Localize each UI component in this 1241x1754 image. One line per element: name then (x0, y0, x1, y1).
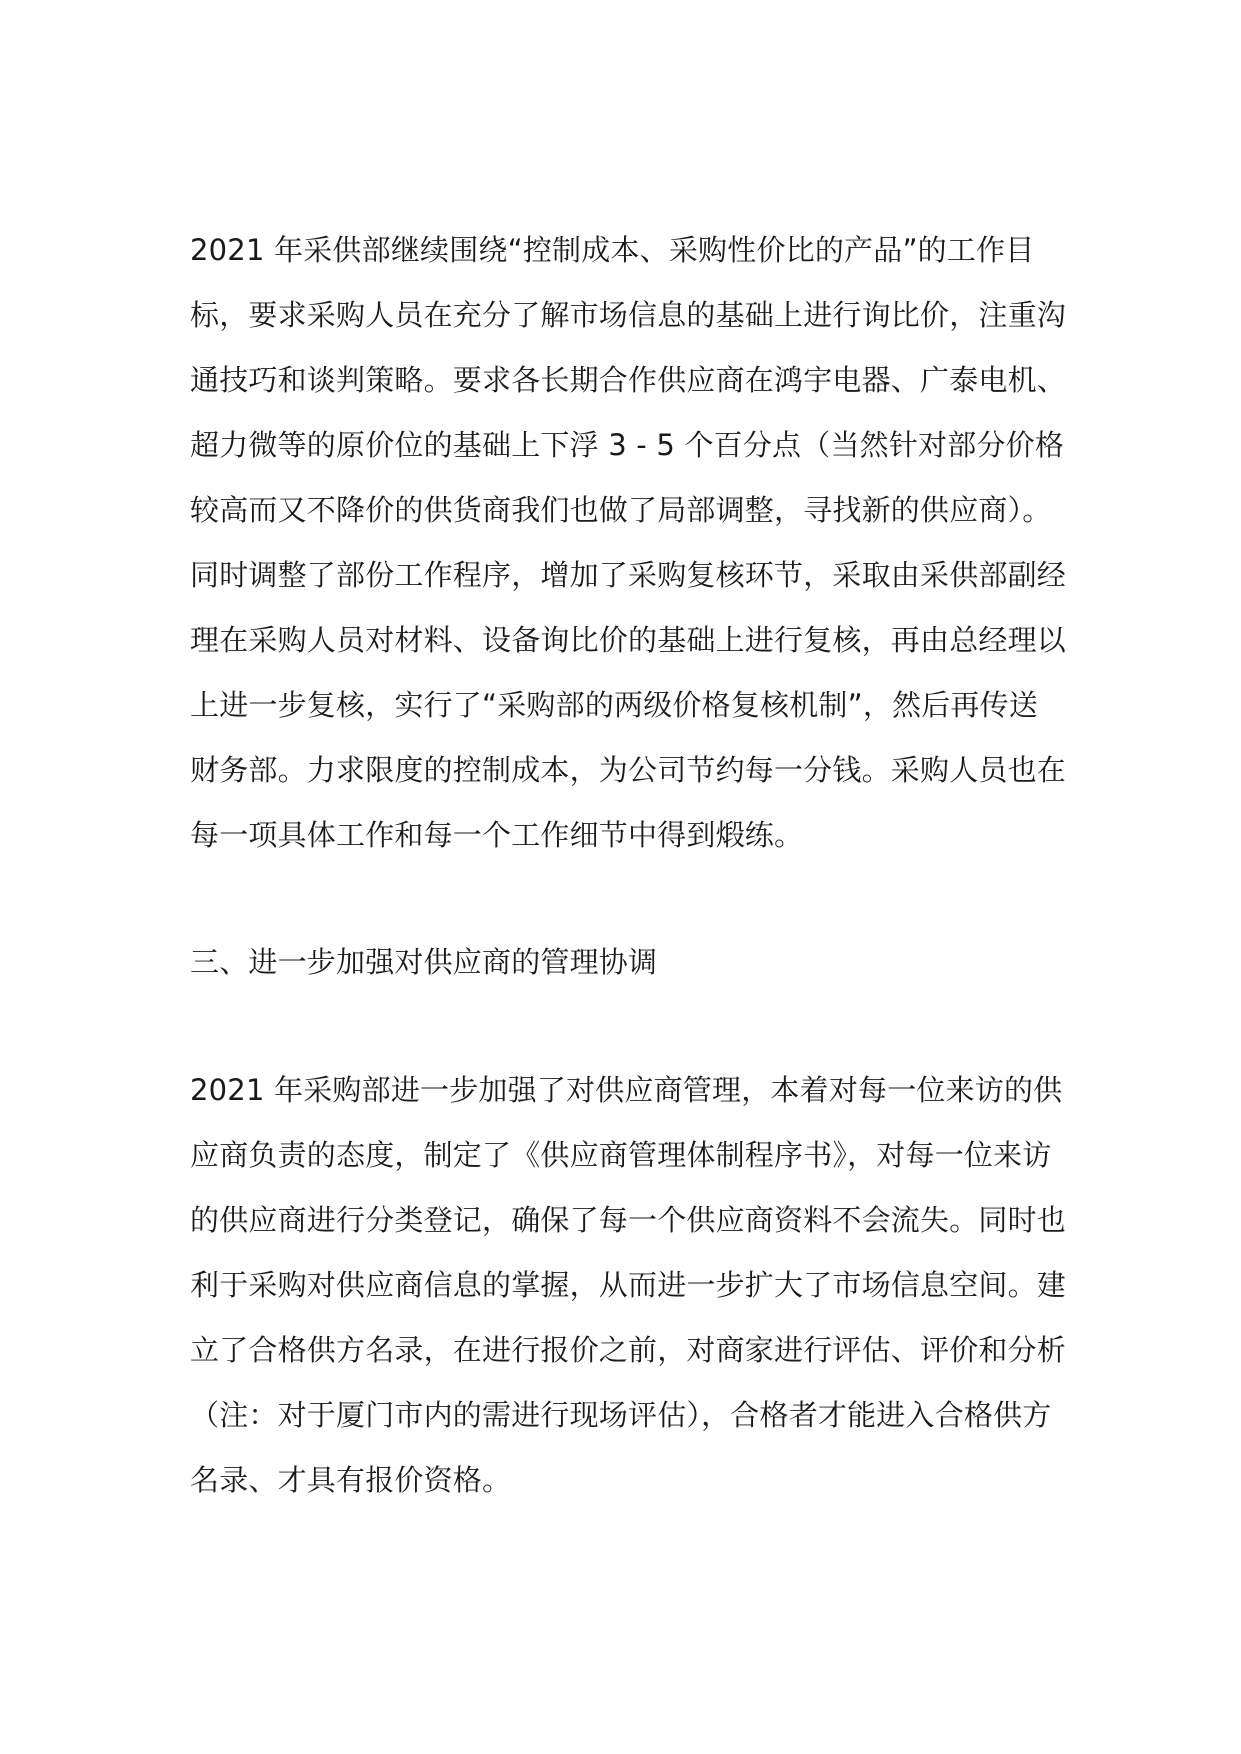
paragraph-line: 较高而又不降价的供货商我们也做了局部调整，寻找新的供应商）。 (190, 493, 1052, 527)
section-heading-text: 三、进一步加强对供应商的管理协调 (190, 945, 658, 979)
paragraph-line: （注：对于厦门市内的需进行现场评估），合格者才能进入合格供方 (190, 1398, 1052, 1432)
paragraph-line: 应商负责的态度，制定了《供应商管理体制程序书》，对每一位来访 (190, 1138, 1052, 1172)
paragraph-line: 2021 年采购部进一步加强了对供应商管理，本着对每一位来访的供 (190, 1073, 1063, 1107)
section-heading (190, 930, 1070, 995)
paragraph-line: 通技巧和谈判策略。要求各长期合作供应商在鸿宇电器、广泰电机、 (190, 363, 1067, 397)
paragraph-line: 每一项具体工作和每一个工作细节中得到煅练。 (190, 818, 804, 852)
paragraph-line: 财务部。力求限度的控制成本，为公司节约每一分钱。采购人员也在 (190, 753, 1067, 787)
paragraph-line: 2021 年采供部继续围绕“控制成本、采购性价比的产品”的工作目 (190, 233, 1035, 267)
paragraph-line: 标，要求采购人员在充分了解市场信息的基础上进行询比价，注重沟 (190, 298, 1067, 332)
paragraph-line: 立了合格供方名录，在进行报价之前，对商家进行评估、评价和分析 (190, 1333, 1067, 1367)
paragraph-line: 理在采购人员对材料、设备询比价的基础上进行复核，再由总经理以 (190, 623, 1067, 657)
paragraph-line: 利于采购对供应商信息的掌握，从而进一步扩大了市场信息空间。建 (190, 1268, 1067, 1302)
paragraph-cost-control (190, 218, 1070, 868)
paragraph-supplier-management (190, 1058, 1070, 1513)
paragraph-line: 名录、才具有报价资格。 (190, 1463, 512, 1497)
paragraph-line: 超力微等的原价位的基础上下浮 3 - 5 个百分点（当然针对部分价格 (190, 428, 1065, 462)
paragraph-line: 上进一步复核，实行了“采购部的两级价格复核机制”，然后再传送 (190, 688, 1039, 722)
paragraph-line: 的供应商进行分类登记，确保了每一个供应商资料不会流失。同时也 (190, 1203, 1067, 1237)
paragraph-line: 同时调整了部份工作程序，增加了采购复核环节，采取由采供部副经 (190, 558, 1067, 592)
